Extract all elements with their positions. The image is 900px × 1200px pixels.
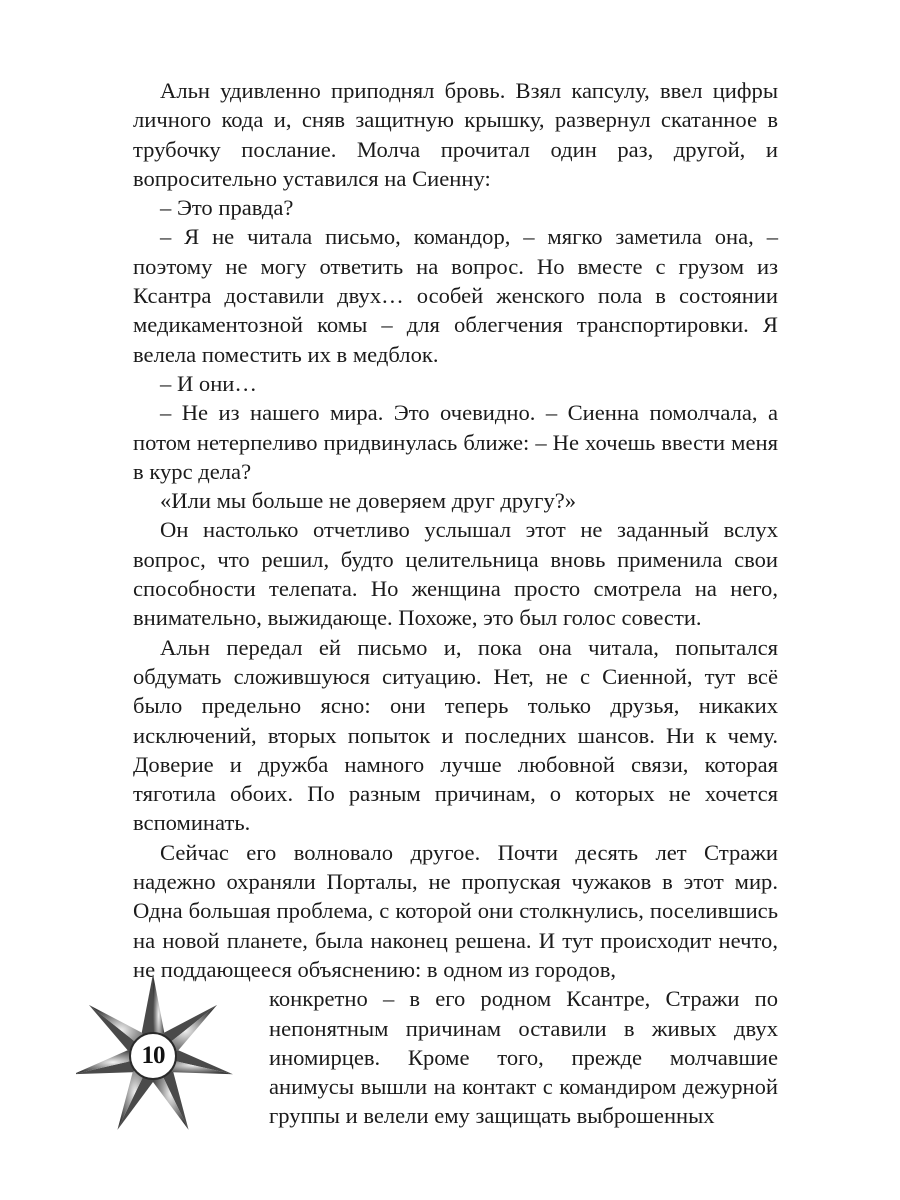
paragraph: Он настолько отчетливо услышал этот не заданный вслух вопрос, что решил, будто целительница вновь применила свои способности телепата. Но женщина просто смотрела на него, внимательно, выжидающе. Похоже, это был голос совести. [133,517,778,631]
paragraph: Сейчас его волновало другое. Почти десять лет Стражи надежно охраняли Порталы, не пропуская чужаков в этот мир. Одна большая проблема, с которой они столкнулись, поселившись на новой планете, была наконец решена. И тут происходит нечто, не поддающееся объяснению: в одном из городов, [133,839,778,982]
paragraph: – Это правда? [160,195,294,221]
page-number: 10 [141,1042,165,1069]
paragraph: – Я не читала письмо, командор, – мягко заметила она, – поэтому не могу ответить на вопрос. Но вместе с грузом из Ксантра доставили двух… особей женского пола в состоянии медикаментозной комы – для облегчения транспортировки. Я велела поместить их в медблок. [133,224,778,367]
paragraph: – Не из нашего мира. Это очевидно. – Сиенна помолчала, а потом нетерпеливо придвинулась ближе: – Не хочешь ввести меня в курс дела? [133,400,778,484]
paragraph: Альн передал ей письмо и, пока она читала, попытался обдумать сложившуюся ситуацию. Нет, не с Сиенной, тут всё было предельно ясно: они теперь только друзья, никаких исключений, вторых попыток и последних шансов. Ни к чему. Доверие и дружба намного лучше любовной связи, которая тяготила обоих. По разным причинам, о которых не хочется вспоминать. [133,634,778,836]
paragraph: «Или мы больше не доверяем друг другу?» [160,488,577,514]
paragraph: Альн удивленно приподнял бровь. Взял капсулу, ввел цифры личного кода и, сняв защитную крышку, развернул скатанное в трубочку послание. Молча прочитал один раз, другой, и вопросительно уставился на Сиенну: [133,78,778,191]
paragraph: – И они… [160,370,257,396]
paragraph-continued: конкретно – в его родном Ксантре, Стражи по непонятным причинам оставили в живых двух иномирцев. Кроме того, прежде молчавшие анимусы вышли на контакт с командиром дежурной группы и велели ему защищать выброшенных [269,986,778,1129]
